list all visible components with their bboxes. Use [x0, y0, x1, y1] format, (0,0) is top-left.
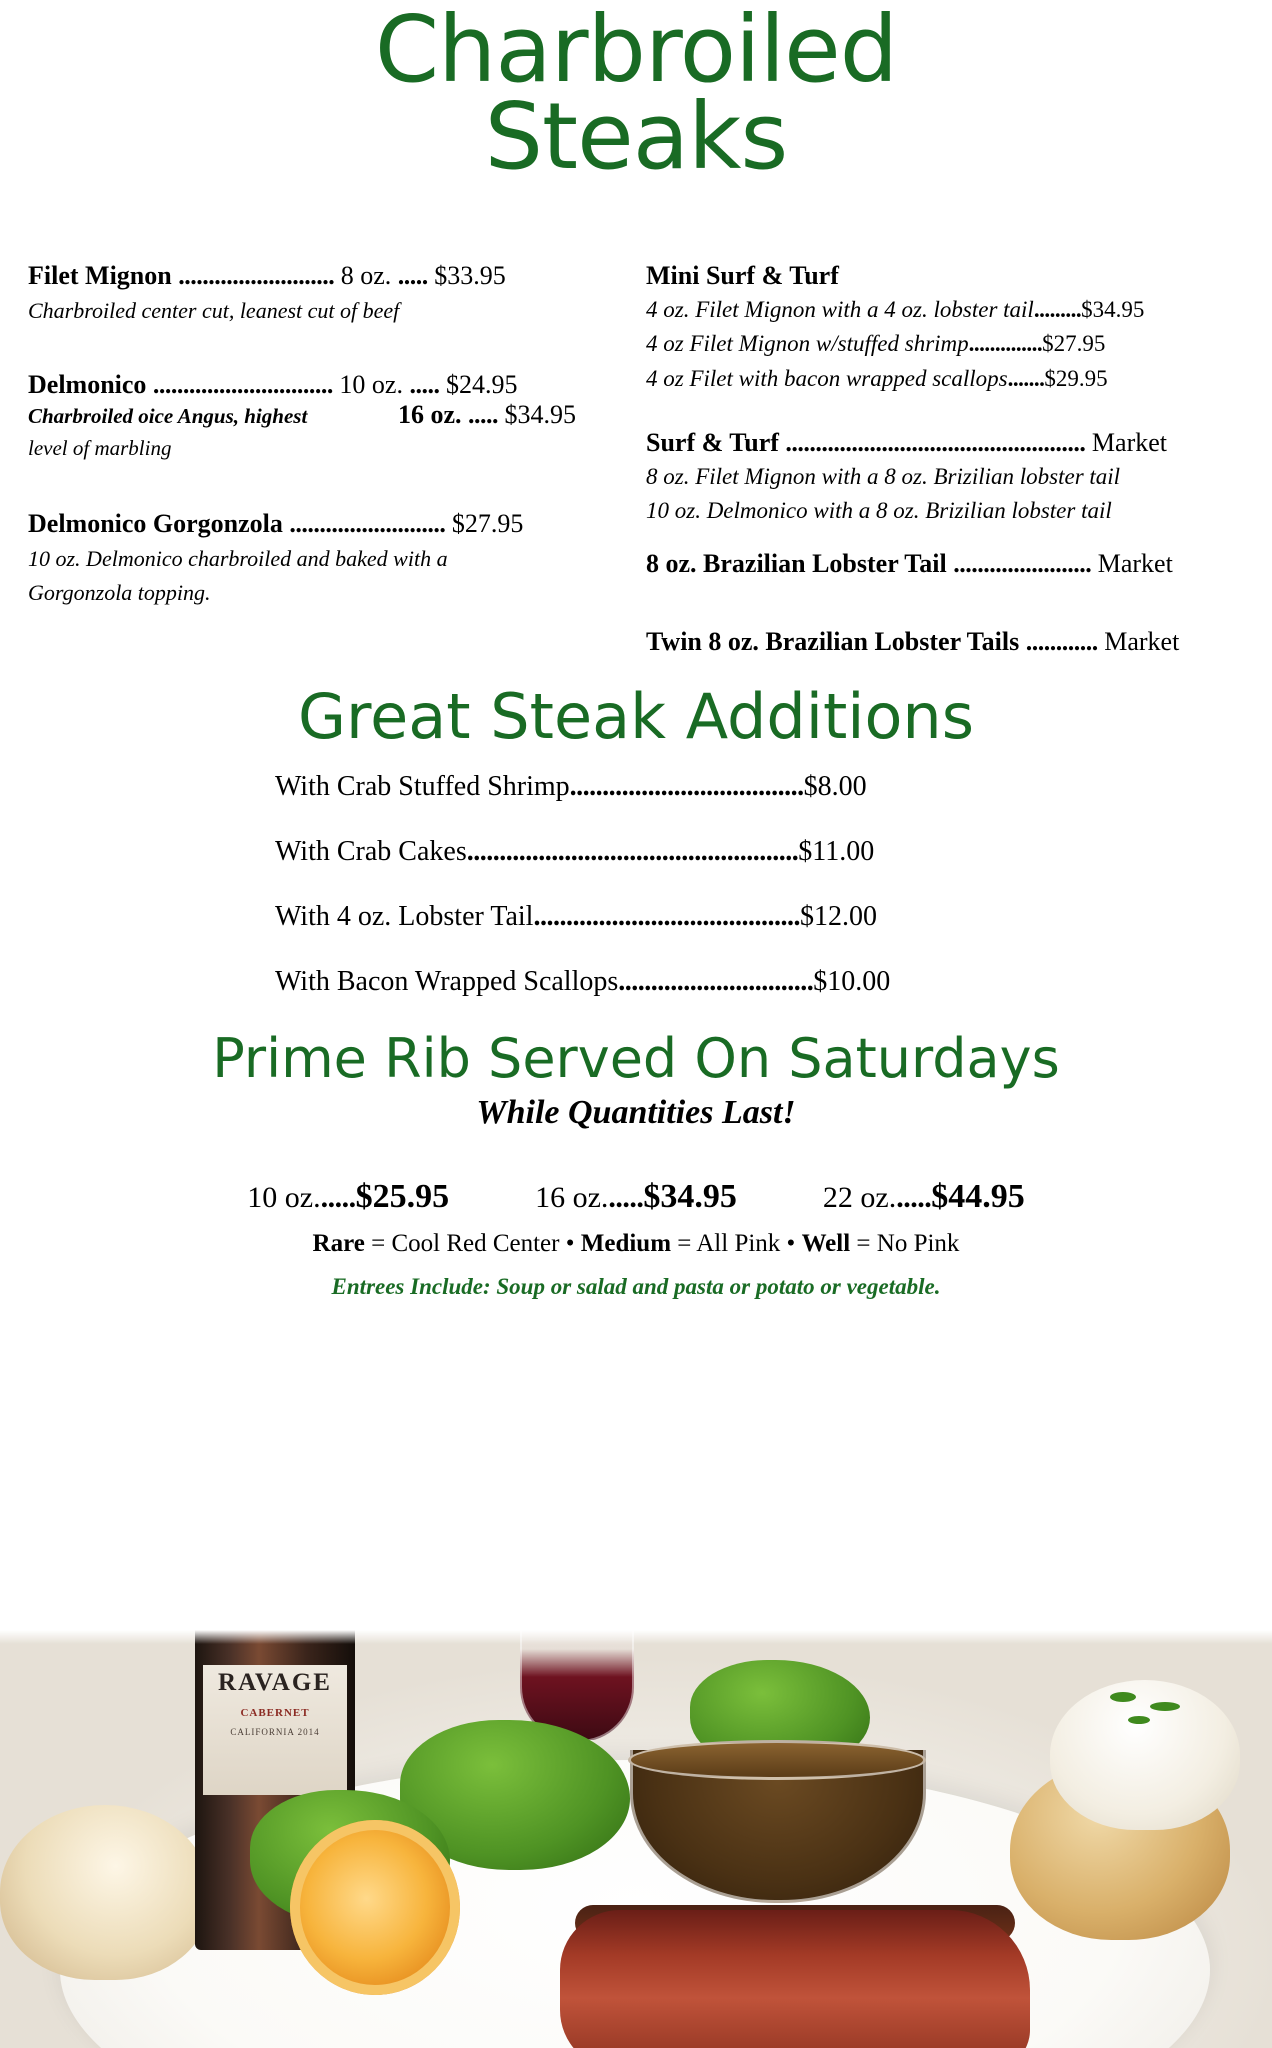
- orange-slice: [290, 1820, 460, 1995]
- addition-price: $11.00: [798, 836, 875, 868]
- herb-garnish: [1150, 1702, 1180, 1711]
- price-size: 16 oz.: [535, 1180, 609, 1214]
- prime-rib-price-option: [823, 1178, 1025, 1216]
- item-price: $24.95: [445, 370, 518, 400]
- item-name: Delmonico: [28, 370, 147, 400]
- price-size: 10 oz.: [247, 1180, 321, 1214]
- addition-label: With 4 oz. Lobster Tail: [275, 901, 534, 933]
- herb-garnish: [1128, 1716, 1150, 1724]
- menu-item-line: [646, 547, 1244, 581]
- wine-variety-text: CABERNET: [240, 1707, 310, 1719]
- photo-top-fade: [0, 1630, 1272, 1644]
- item-description-line2: Gorgonzola topping.: [28, 579, 211, 605]
- sub-item-text: 10 oz. Delmonico with a 8 oz. Brizilian lobster tail: [646, 498, 1112, 524]
- page-title: [0, 0, 1272, 191]
- doneness-term: Rare: [312, 1229, 365, 1257]
- item-size-secondary: [398, 400, 576, 430]
- additions-list: [0, 772, 1272, 997]
- separator: •: [786, 1229, 796, 1257]
- left-column: [28, 259, 608, 667]
- price-leader-dots2: .....: [468, 400, 499, 430]
- menu-item-line: [646, 625, 1244, 659]
- item-price: $27.95: [451, 508, 524, 538]
- sub-item: [646, 293, 1244, 328]
- wine-label: [203, 1665, 347, 1795]
- item-name: Surf & Turf: [646, 428, 779, 458]
- page-title-line1: Charbroiled: [374, 0, 898, 103]
- sub-item-price: $29.95: [1044, 365, 1108, 391]
- steak-columns: [0, 259, 1272, 667]
- prime-rib-price-option: [535, 1178, 737, 1216]
- price-value: $44.95: [931, 1177, 1025, 1215]
- item-description-line1: 10 oz. Delmonico charbroiled and baked with a: [28, 545, 448, 571]
- additions-heading: Great Steak Additions: [297, 680, 975, 754]
- prime-rib-price-option: [247, 1178, 449, 1216]
- menu-item-filet-mignon: [28, 259, 608, 327]
- sub-item-price: $34.95: [1081, 296, 1145, 322]
- menu-item-surf-turf: [646, 426, 1244, 529]
- wine-brand-text: RAVAGE: [218, 1669, 332, 1696]
- item-price: Market: [1104, 626, 1180, 656]
- doneness-guide: [0, 1230, 1272, 1258]
- item-price2: $34.95: [504, 400, 577, 430]
- addition-row: [275, 967, 1272, 998]
- sub-item-text: 4 oz Filet with bacon wrapped scallops: [646, 365, 1008, 391]
- menu-item-secondary-line: [28, 400, 608, 434]
- item-price: $33.95: [434, 260, 506, 290]
- entrees-note: Entrees Include: Soup or salad and pasta or potato or vegetable.: [331, 1273, 941, 1299]
- leader-dots: .....: [896, 1180, 932, 1214]
- item-name: 8 oz. Brazilian Lobster Tail: [646, 548, 947, 578]
- doneness-definition: = All Pink: [677, 1229, 781, 1257]
- wine-origin-text: CALIFORNIA 2014: [230, 1727, 320, 1737]
- price-value: $34.95: [643, 1177, 737, 1215]
- item-description-line2: level of marbling: [28, 436, 172, 461]
- spacer: [646, 404, 1244, 426]
- addition-price: $12.00: [799, 901, 877, 933]
- addition-label: With Crab Cakes: [275, 836, 467, 868]
- sub-item-text: 8 oz. Filet Mignon with a 8 oz. Brizilian lobster tail: [646, 463, 1121, 489]
- doneness-definition: = Cool Red Center: [371, 1229, 560, 1257]
- item-name: Twin 8 oz. Brazilian Lobster Tails: [646, 626, 1020, 656]
- leader-dots: ...................................................: [466, 836, 799, 868]
- separator: •: [565, 1229, 575, 1257]
- spacer: [646, 589, 1244, 625]
- addition-row: [275, 772, 1272, 803]
- leader-dots: .....: [320, 1180, 356, 1214]
- menu-item-line: [28, 259, 608, 293]
- addition-price: $8.00: [803, 771, 867, 803]
- prime-rib-prices: [0, 1178, 1272, 1216]
- item-name: Filet Mignon: [28, 260, 172, 290]
- leader-dots: .......: [1007, 365, 1045, 391]
- prime-rib-subheading: While Quantities Last!: [476, 1093, 796, 1131]
- leader-dots: ............: [1025, 626, 1098, 656]
- menu-item-twin-brazilian-lobster-tails: [646, 625, 1244, 659]
- spacer: [646, 537, 1244, 547]
- prime-rib-slice: [560, 1910, 1030, 2048]
- menu-item-line: [28, 370, 608, 400]
- leader-dots: .....: [608, 1180, 644, 1214]
- doneness-term: Medium: [580, 1229, 672, 1257]
- price-size: 22 oz.: [822, 1180, 897, 1214]
- leader-dots: ..............................: [152, 370, 333, 400]
- item-size2: 16 oz.: [398, 400, 462, 430]
- menu-item-delmonico-gorgonzola: [28, 507, 608, 609]
- right-column: [646, 259, 1244, 667]
- sub-item-text: 4 oz Filet Mignon w/stuffed shrimp: [646, 331, 969, 357]
- leader-dots: ..........................: [178, 260, 335, 290]
- item-size: 10 oz.: [339, 370, 403, 400]
- spacer: [28, 334, 608, 370]
- item-price: Market: [1091, 428, 1168, 458]
- menu-item-line: [646, 426, 1244, 460]
- item-size: 8 oz.: [340, 260, 392, 290]
- addition-label: With Bacon Wrapped Scallops: [275, 965, 619, 997]
- leader-dots: ..............................: [618, 965, 814, 997]
- menu-item-delmonico: [28, 370, 608, 462]
- menu-item-line: [28, 507, 608, 541]
- item-description-line1: Charbroiled oice Angus, highest: [28, 404, 308, 429]
- sub-item-text: 4 oz. Filet Mignon with a 4 oz. lobster tail: [646, 296, 1034, 322]
- price-value: $25.95: [355, 1177, 450, 1215]
- item-name: Delmonico Gorgonzola: [28, 508, 283, 538]
- addition-row: [275, 902, 1272, 933]
- sub-item: [646, 327, 1244, 362]
- item-name: Mini Surf & Turf: [646, 260, 839, 290]
- menu-item-brazilian-lobster-tail: [646, 547, 1244, 581]
- item-price: Market: [1097, 548, 1173, 578]
- leader-dots: ..........................: [289, 508, 446, 538]
- doneness-term: Well: [801, 1229, 851, 1257]
- leader-dots: ....................................: [569, 771, 804, 803]
- prime-rib-heading: Prime Rib Served On Saturdays: [212, 1026, 1060, 1090]
- leader-dots: .........................................: [533, 901, 800, 933]
- price-leader-dots: .....: [397, 260, 428, 290]
- addition-label: With Crab Stuffed Shrimp: [275, 771, 570, 803]
- food-photo: [0, 1630, 1272, 2048]
- page-title-line2: Steaks: [484, 83, 788, 191]
- herb-garnish: [1110, 1692, 1136, 1702]
- leader-dots: .......................: [953, 548, 1092, 578]
- spacer: [28, 471, 608, 507]
- menu-item-mini-surf-turf: [646, 259, 1244, 396]
- sub-item: [646, 362, 1244, 397]
- au-jus-surface: [628, 1740, 926, 1780]
- leader-dots: ..................................................: [785, 428, 1086, 458]
- price-leader-dots: .....: [409, 370, 440, 400]
- item-description: Charbroiled center cut, leanest cut of beef: [28, 297, 400, 323]
- doneness-definition: = No Pink: [856, 1229, 960, 1257]
- addition-price: $10.00: [813, 965, 891, 997]
- sub-item-price: $27.95: [1042, 331, 1106, 357]
- leader-dots: ..............: [968, 331, 1043, 357]
- bread-slice: [0, 1805, 210, 1980]
- leader-dots: .........: [1033, 296, 1082, 322]
- whipped-potato: [1050, 1680, 1240, 1830]
- addition-row: [275, 837, 1272, 868]
